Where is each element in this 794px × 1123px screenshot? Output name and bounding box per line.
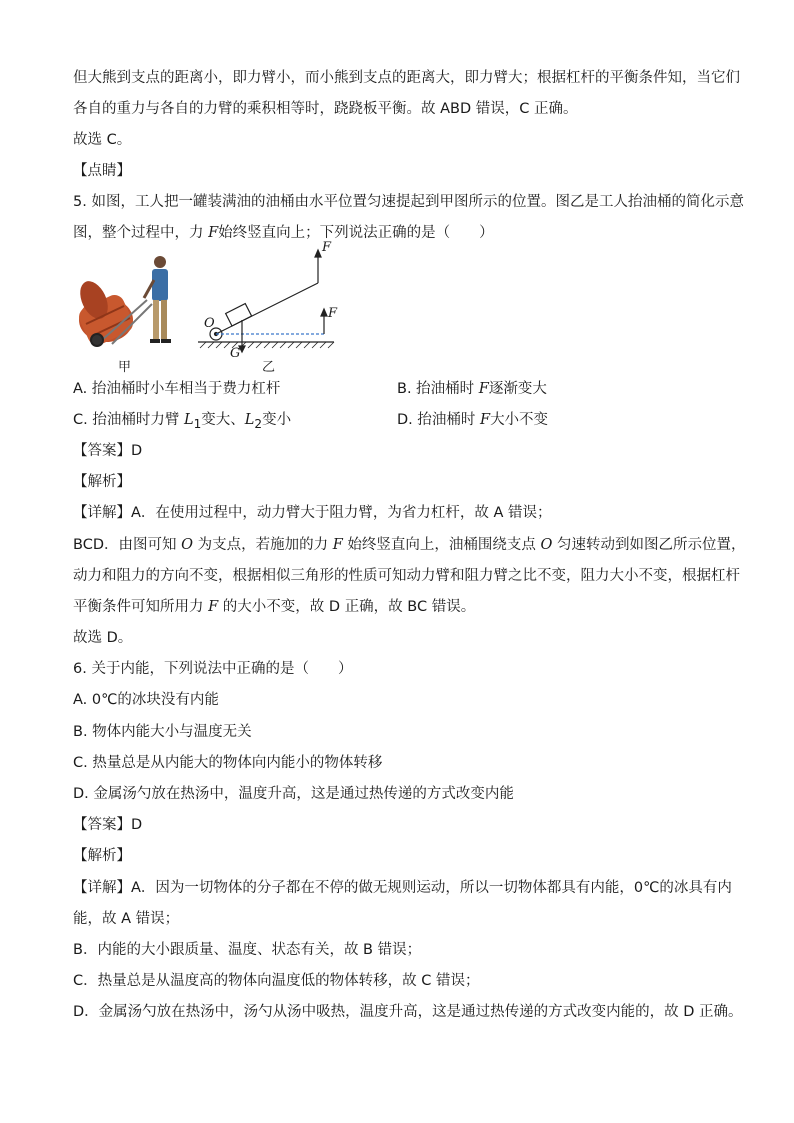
q5-detail-line: 【详解】A．在使用过程中，动力臂大于阻力臂，为省力杠杆，故 A 错误； — [73, 505, 552, 521]
label-force-F-mid: F — [328, 306, 338, 321]
q6-option-b: B. 物体内能大小与温度无关 — [73, 724, 252, 740]
q5-analysis-tag: 【解析】 — [73, 474, 131, 490]
q5-detail-line: BCD．由图可知 O 为支点，若施加的力 F 始终竖直向上，油桶围绕支点 O 匀速转动到如图乙所示位置， — [73, 537, 746, 553]
q6-answer: 【答案】D — [73, 817, 143, 833]
q6-detail-line: C．热量总是从温度高的物体向温度低的物体转移，故 C 错误； — [73, 973, 480, 989]
label-pivot-O: O — [204, 316, 215, 331]
q6-detail-line: D．金属汤勺放在热汤中，汤勺从汤中吸热，温度升高，这是通过热传递的方式改变内能的，故 D 正确。 — [73, 1004, 743, 1020]
text-line: 但大熊到支点的距离小，即力臂小，而小熊到支点的距离大，即力臂大；根据杠杆的平衡条件知，当它们 — [73, 70, 740, 86]
q6-option-a: A. 0℃的冰块没有内能 — [73, 692, 219, 708]
q6-analysis-tag: 【解析】 — [73, 848, 131, 864]
question-6-stem: 6. 关于内能，下列说法中正确的是（ ） — [73, 661, 353, 677]
q5-option-b: B. 抬油桶时 F逐渐变大 — [397, 381, 547, 397]
q6-detail-line: B．内能的大小跟质量、温度、状态有关，故 B 错误； — [73, 942, 422, 958]
q5-answer: 【答案】D — [73, 443, 143, 459]
q5-conclusion: 故选 D。 — [73, 630, 133, 646]
caption-jia: 甲 — [118, 360, 132, 375]
question-5-stem: 5. 如图，工人把一罐装满油的油桶由水平位置匀速提起到甲图所示的位置。图乙是工人抬油桶的简化示意 — [73, 194, 744, 210]
q6-option-d: D. 金属汤勺放在热汤中，温度升高，这是通过热传递的方式改变内能 — [73, 786, 514, 802]
figure-jia-photo — [72, 248, 342, 376]
worker-illustration — [144, 256, 171, 343]
q6-detail-line: 能，故 A 错误； — [73, 911, 180, 927]
q6-detail-line: 【详解】A．因为一切物体的分子都在不停的做无规则运动，所以一切物体都具有内能，0℃的冰具有内 — [73, 880, 732, 896]
text-line: 各自的重力与各自的力臂的乘积相等时，跷跷板平衡。故 ABD 错误，C 正确。 — [73, 101, 578, 117]
q5-detail-line: 动力和阻力的方向不变，根据相似三角形的性质可知动力臂和阻力臂之比不变，阻力大小不变，根据杠杆 — [73, 568, 740, 584]
question-5-figure — [72, 240, 342, 376]
text-line: 故选 C。 — [73, 132, 132, 148]
q5-option-c: C. 抬油桶时力臂 $L_1$变大、$L_2$变小 — [73, 412, 292, 431]
label-force-F-top: F — [322, 240, 332, 255]
question-5-stem-cont: 图，整个过程中，力 F始终竖直向上；下列说法正确的是（ ） — [73, 225, 494, 241]
q6-option-c: C. 热量总是从内能大的物体向内能小的物体转移 — [73, 755, 383, 771]
q5-option-a: A. 抬油桶时小车相当于费力杠杆 — [73, 381, 281, 397]
label-gravity-G: G — [230, 346, 241, 361]
q5-option-d: D. 抬油桶时 F大小不变 — [397, 412, 549, 428]
caption-yi: 乙 — [262, 360, 276, 375]
section-tag-dianjing: 【点睛】 — [73, 163, 131, 179]
q5-detail-line: 平衡条件可知所用力 F 的大小不变，故 D 正确，故 BC 错误。 — [73, 599, 476, 615]
figure-yi-diagram — [198, 250, 334, 352]
